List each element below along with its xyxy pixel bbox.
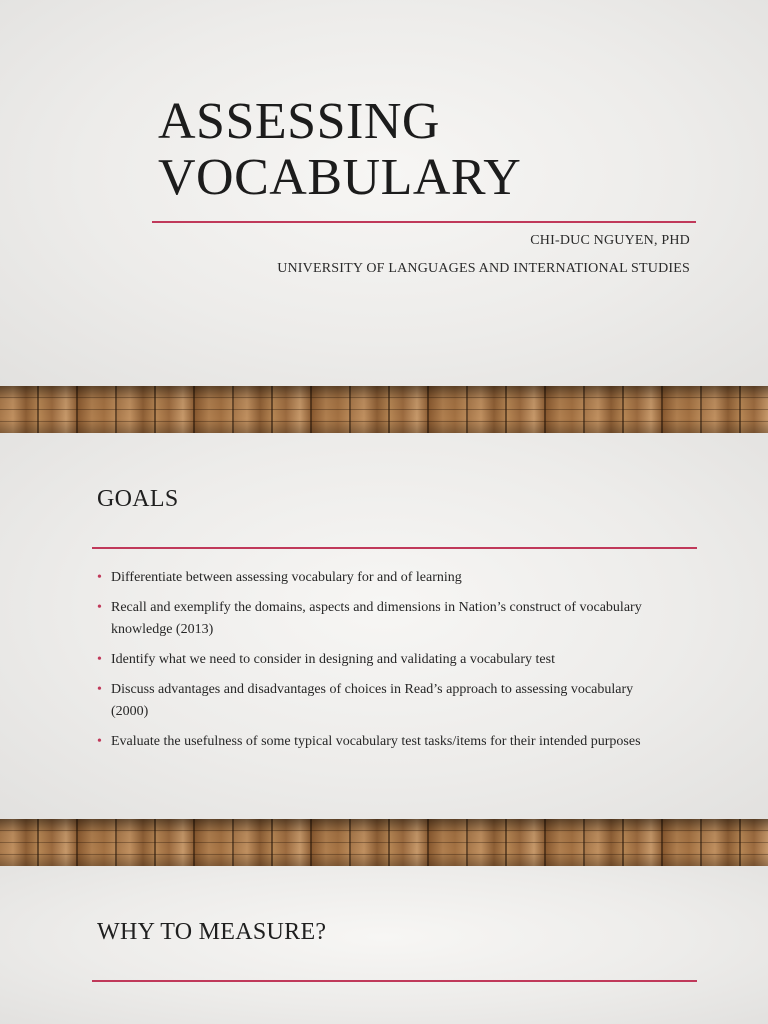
goals-divider <box>92 547 697 549</box>
title-divider <box>152 221 696 223</box>
slide-why-measure <box>0 866 768 1024</box>
goals-list <box>97 567 657 761</box>
why-measure-divider <box>92 980 697 982</box>
goal-item <box>97 679 657 723</box>
goal-text: Evaluate the usefulness of some typical vocabulary test tasks/items for their intended purposes <box>111 734 641 749</box>
bullet-dot-icon: • <box>97 570 102 585</box>
slide-title <box>0 0 768 386</box>
goal-item <box>97 731 657 753</box>
goal-item <box>97 597 657 641</box>
goal-text: Identify what we need to consider in designing and validating a vocabulary test <box>111 652 555 667</box>
slide-title-heading <box>158 94 718 206</box>
bullet-dot-icon: • <box>97 600 102 615</box>
goal-item <box>97 567 657 589</box>
author-name: CHI-DUC NGUYEN, PHD <box>530 233 690 248</box>
title-line-2: VOCABULARY <box>158 149 522 206</box>
wood-floor-divider <box>0 386 768 433</box>
goals-heading: GOALS <box>97 486 179 512</box>
title-line-1: ASSESSING <box>158 93 440 150</box>
institution-name: UNIVERSITY OF LANGUAGES AND INTERNATIONAL STUDIES <box>277 261 690 276</box>
bullet-dot-icon: • <box>97 734 102 749</box>
slide-goals <box>0 433 768 819</box>
goal-text: Differentiate between assessing vocabulary for and of learning <box>111 570 462 585</box>
bullet-dot-icon: • <box>97 682 102 697</box>
why-measure-heading: WHY TO MEASURE? <box>97 919 327 945</box>
goal-text: Discuss advantages and disadvantages of choices in Read’s approach to assessing vocabulary (2000) <box>111 682 634 719</box>
goal-item <box>97 649 657 671</box>
goal-text: Recall and exemplify the domains, aspects and dimensions in Nation’s construct of vocabulary knowledge (2013) <box>111 600 642 637</box>
wood-floor-divider <box>0 819 768 866</box>
bullet-dot-icon: • <box>97 652 102 667</box>
